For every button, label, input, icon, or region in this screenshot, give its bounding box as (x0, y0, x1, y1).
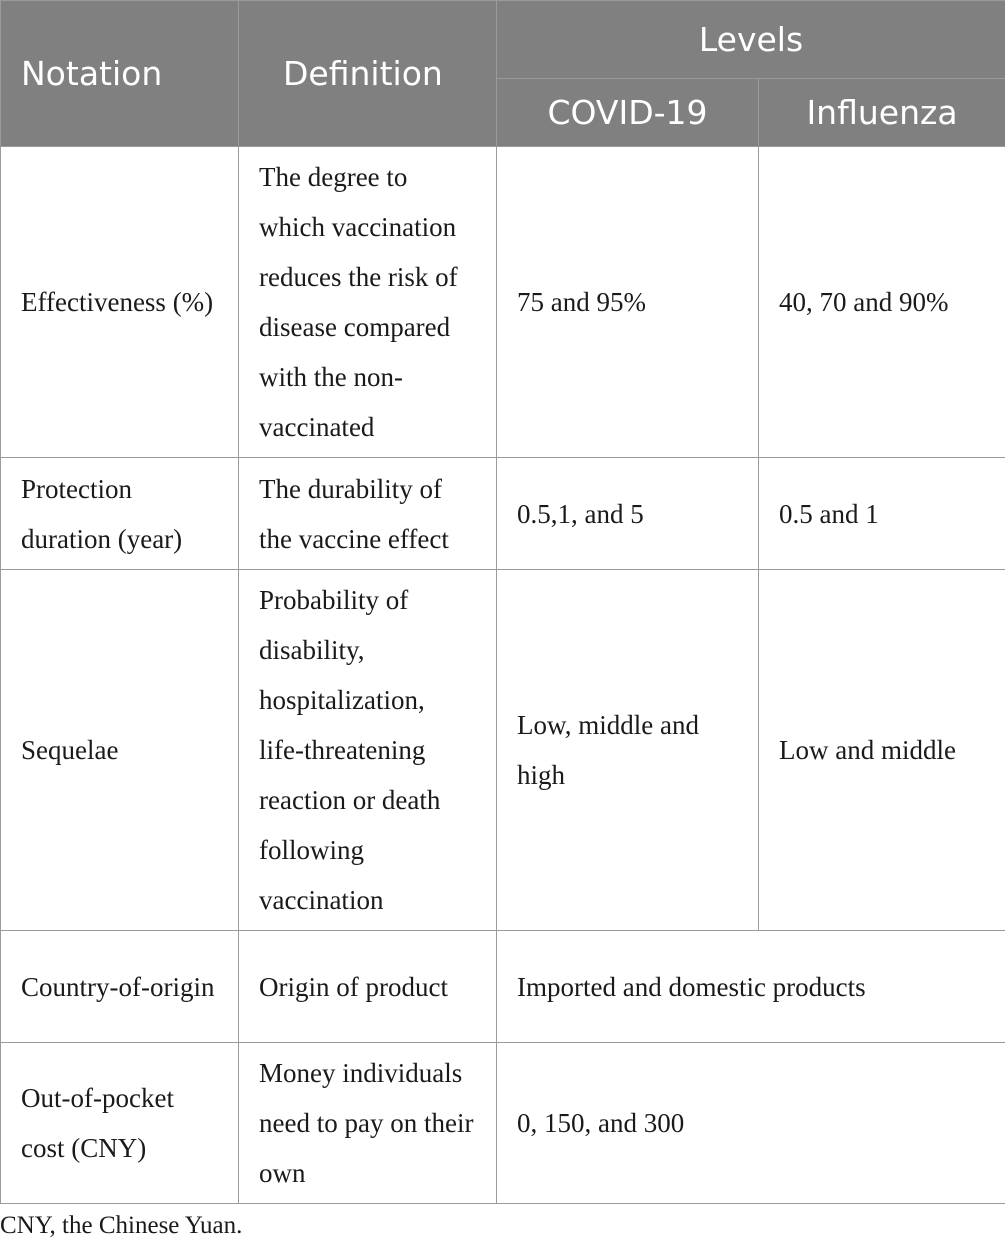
table-row (1, 458, 1005, 570)
header-notation: Notation (1, 1, 239, 147)
row-influenza-level: 0.5 and 1 (759, 458, 1005, 570)
header-levels: Levels (497, 1, 1005, 79)
row-shared-level: 0, 150, and 300 (497, 1043, 1005, 1204)
row-notation: Sequelae (1, 570, 239, 931)
header-row (1, 1, 1005, 79)
row-definition: The degree to which vaccination reduces the risk of disease compared with the non-vaccinated (239, 147, 497, 458)
row-notation: Country-of-origin (1, 931, 239, 1043)
row-shared-level: Imported and domestic products (497, 931, 1005, 1043)
row-definition: The durability of the vaccine effect (239, 458, 497, 570)
header-covid: COVID-19 (497, 79, 759, 147)
row-influenza-level: Low and middle (759, 570, 1005, 931)
row-covid-level: 0.5,1, and 5 (497, 458, 759, 570)
table-row (1, 931, 1005, 1043)
row-notation: Out-of-pocket cost (CNY) (1, 1043, 239, 1204)
table-row (1, 1043, 1005, 1204)
row-definition: Money individuals need to pay on their own (239, 1043, 497, 1204)
header-influenza: Influenza (759, 79, 1005, 147)
row-notation: Effectiveness (%) (1, 147, 239, 458)
row-covid-level: Low, middle and high (497, 570, 759, 931)
row-definition: Origin of product (239, 931, 497, 1043)
table-footnote: CNY, the Chinese Yuan. (0, 1212, 243, 1239)
row-definition: Probability of disability, hospitalization, life-threatening reaction or death following vaccination (239, 570, 497, 931)
header-definition: Definition (239, 1, 497, 147)
row-influenza-level: 40, 70 and 90% (759, 147, 1005, 458)
table-row (1, 147, 1005, 458)
row-covid-level: 75 and 95% (497, 147, 759, 458)
table-row (1, 570, 1005, 931)
row-notation: Protection duration (year) (1, 458, 239, 570)
